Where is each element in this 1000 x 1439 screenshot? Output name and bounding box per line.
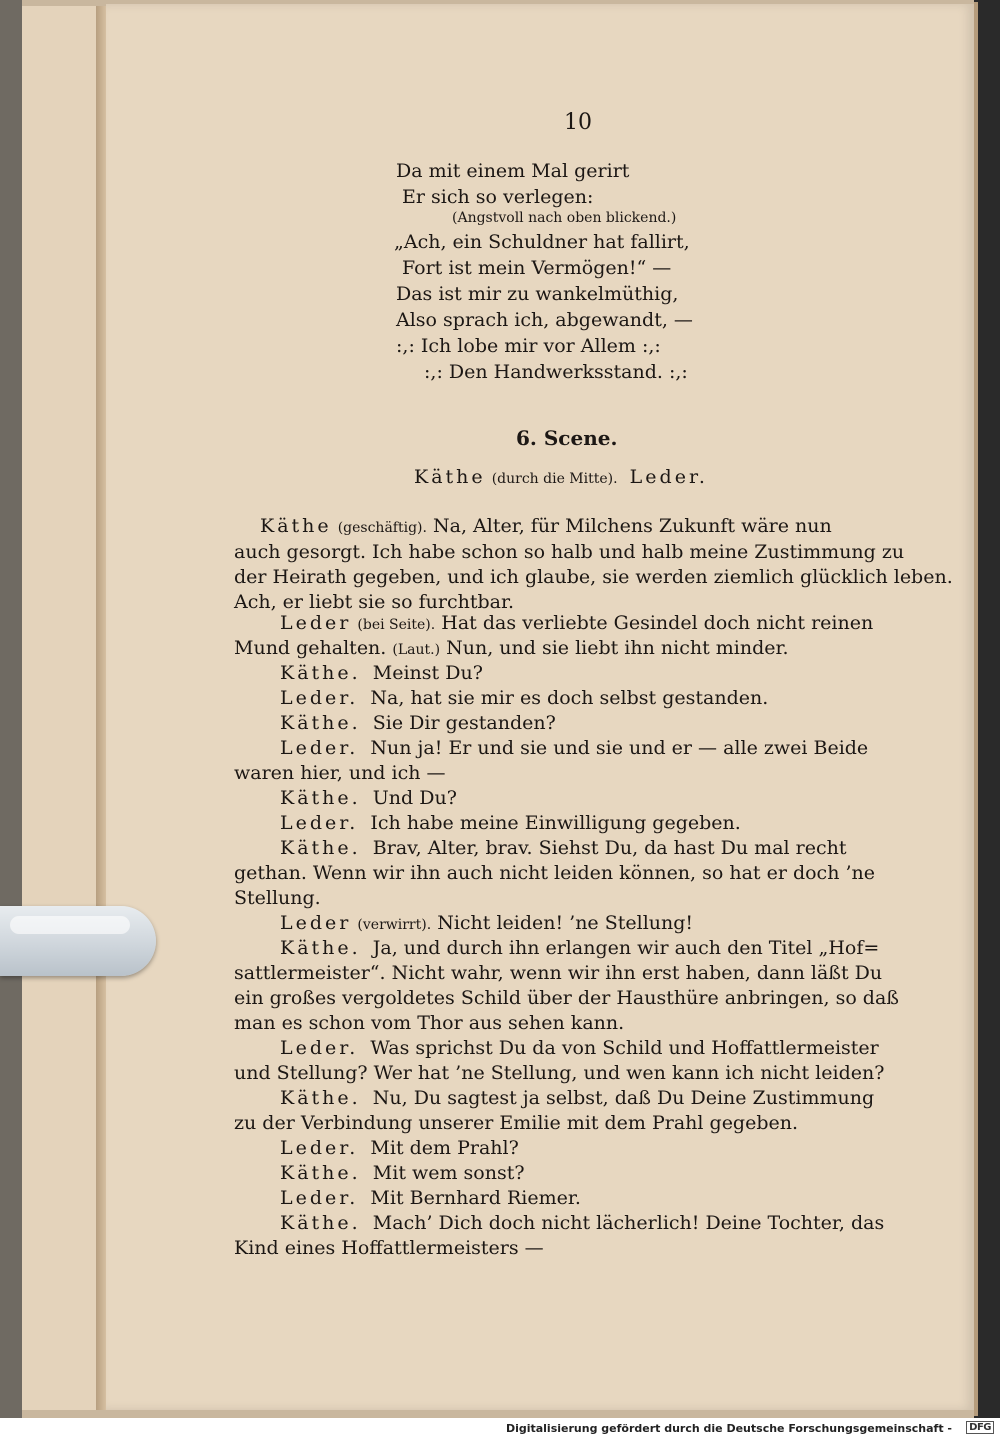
speech-text: Stellung.: [234, 887, 321, 909]
footer-bar: [0, 1418, 1000, 1439]
dialogue-line: [280, 1089, 874, 1108]
speaker-name: Käthe.: [280, 787, 361, 809]
speech-text: Ja, und durch ihn erlangen wir auch den Titel „Hof=: [372, 937, 880, 959]
speaker-name: Käthe.: [280, 937, 361, 959]
book-page: [106, 4, 974, 1410]
page-holder-clip: [0, 906, 156, 976]
verse-line: „Ach, ein Schuldner hat fallirt,: [394, 231, 690, 253]
scene-heading: 6. Scene.: [516, 426, 618, 450]
speech-text: auch gesorgt. Ich habe schon so halb und halb meine Zustimmung zu: [234, 541, 905, 563]
stage-direction: (geschäftig).: [337, 520, 427, 536]
verse-line: Er sich so verlegen:: [402, 186, 594, 208]
speech-text: Mit dem Prahl?: [370, 1137, 519, 1159]
speech-text: Mit Bernhard Riemer.: [370, 1187, 581, 1209]
speech-text: Nicht leiden! ’ne Stellung!: [437, 912, 694, 934]
verse-line: Also sprach ich, abgewandt, —: [396, 309, 693, 331]
speech-text: Mit wem sonst?: [372, 1162, 525, 1184]
scanner-border-left: [0, 0, 22, 1418]
speech-text: Und Du?: [372, 787, 457, 809]
stage-direction: (Laut.): [392, 642, 441, 658]
speech-text: und Stellung? Wer hat ’ne Stellung, und wen kann ich nicht leiden?: [234, 1062, 885, 1084]
speaker-name: Leder.: [280, 1137, 359, 1159]
speech-text: der Heirath gegeben, und ich glaube, sie werden ziemlich glücklich leben.: [234, 566, 953, 588]
dialogue-line: [280, 914, 693, 933]
speaker-name: Käthe.: [280, 837, 361, 859]
speech-text: Hat das verliebte Gesindel doch nicht reinen: [441, 612, 874, 634]
speaker-name: Leder.: [629, 466, 708, 488]
page-number: 10: [564, 110, 592, 135]
facing-page-edge: [22, 6, 99, 1410]
stage-direction: (durch die Mitte).: [491, 471, 618, 487]
dialogue-line: [280, 1189, 581, 1208]
speaker-name: Käthe.: [280, 1087, 361, 1109]
speaker-name: Leder.: [280, 1037, 359, 1059]
funding-notice: Digitalisierung gefördert durch die Deutsche Forschungsgemeinschaft -: [505, 1422, 952, 1435]
speaker-name: Leder.: [280, 1187, 359, 1209]
dialogue-line: [280, 664, 483, 683]
speech-text: Meinst Du?: [372, 662, 483, 684]
speech-text: Sie Dir gestanden?: [372, 712, 556, 734]
stage-direction: (bei Seite).: [357, 617, 436, 633]
speech-text: Ach, er liebt sie so furchtbar.: [234, 591, 515, 613]
speech-text: gethan. Wenn wir ihn auch nicht leiden können, so hat er doch ’ne: [234, 862, 875, 884]
dialogue-line: [280, 839, 846, 858]
dialogue-line: [280, 789, 457, 808]
speaker-name: Leder.: [280, 687, 359, 709]
speech-text: waren hier, und ich —: [234, 762, 446, 784]
speech-text: Mund gehalten.: [234, 637, 387, 659]
speech-text: Brav, Alter, brav. Siehst Du, da hast Du mal recht: [372, 837, 847, 859]
speech-text: Nun ja! Er und sie und sie und er — alle zwei Beide: [370, 737, 869, 759]
speech-text: Was sprichst Du da von Schild und Hoffattlermeister: [370, 1037, 879, 1059]
dialogue-line: [280, 1214, 884, 1233]
dialogue-line: [280, 1039, 879, 1058]
verse-line: Fort ist mein Vermögen!“ —: [402, 257, 672, 279]
verse-line: :,: Ich lobe mir vor Allem :,:: [396, 335, 661, 357]
speech-text: Na, hat sie mir es doch selbst gestanden.: [370, 687, 769, 709]
speech-text: Nu, Du sagtest ja selbst, daß Du Deine Zustimmung: [372, 1087, 875, 1109]
dialogue-line: [280, 814, 741, 833]
stage-direction: (Angstvoll nach oben blickend.): [452, 210, 677, 226]
speaker-name: Käthe.: [280, 1162, 361, 1184]
dialogue-line: [280, 614, 873, 633]
page-edge-right: [974, 2, 978, 1416]
speaker-name: Leder: [280, 912, 352, 934]
speech-text: Kind eines Hoffattlermeisters —: [234, 1237, 544, 1259]
speech-text: Mach’ Dich doch nicht lächerlich! Deine Tochter, das: [372, 1212, 885, 1234]
speech-text: man es schon vom Thor aus sehen kann.: [234, 1012, 625, 1034]
dfg-logo: DFG: [966, 1421, 994, 1434]
speaker-name: Leder.: [280, 737, 359, 759]
stage-direction: (verwirrt).: [357, 917, 432, 933]
verse-line: :,: Den Handwerksstand. :,:: [424, 361, 688, 383]
dialogue-line: [280, 714, 556, 733]
speaker-name: Käthe.: [280, 662, 361, 684]
dialogue-line: [280, 1139, 519, 1158]
speech-text: Na, Alter, für Milchens Zukunft wäre nun: [433, 515, 832, 537]
dialogue-line: [260, 517, 832, 536]
cast-line: [414, 468, 708, 487]
dialogue-line: [234, 639, 789, 658]
dialogue-line: [280, 1164, 525, 1183]
verse-line: Da mit einem Mal gerirt: [396, 160, 630, 182]
speech-text: Ich habe meine Einwilligung gegeben.: [370, 812, 741, 834]
speech-text: ein großes vergoldetes Schild über der Hausthüre anbringen, so daß: [234, 987, 899, 1009]
speaker-name: Käthe: [414, 466, 486, 488]
speech-text: Nun, und sie liebt ihn nicht minder.: [446, 637, 789, 659]
speaker-name: Käthe: [260, 515, 332, 537]
verse-line: Das ist mir zu wankelmüthig,: [396, 283, 679, 305]
speech-text: sattlermeister“. Nicht wahr, wenn wir ihn erst haben, dann läßt Du: [234, 962, 883, 984]
speaker-name: Käthe.: [280, 712, 361, 734]
speaker-name: Leder: [280, 612, 352, 634]
dialogue-line: [280, 739, 868, 758]
speaker-name: Käthe.: [280, 1212, 361, 1234]
dialogue-line: [280, 689, 768, 708]
dialogue-line: [280, 939, 879, 958]
speech-text: zu der Verbindung unserer Emilie mit dem Prahl gegeben.: [234, 1112, 799, 1134]
speaker-name: Leder.: [280, 812, 359, 834]
